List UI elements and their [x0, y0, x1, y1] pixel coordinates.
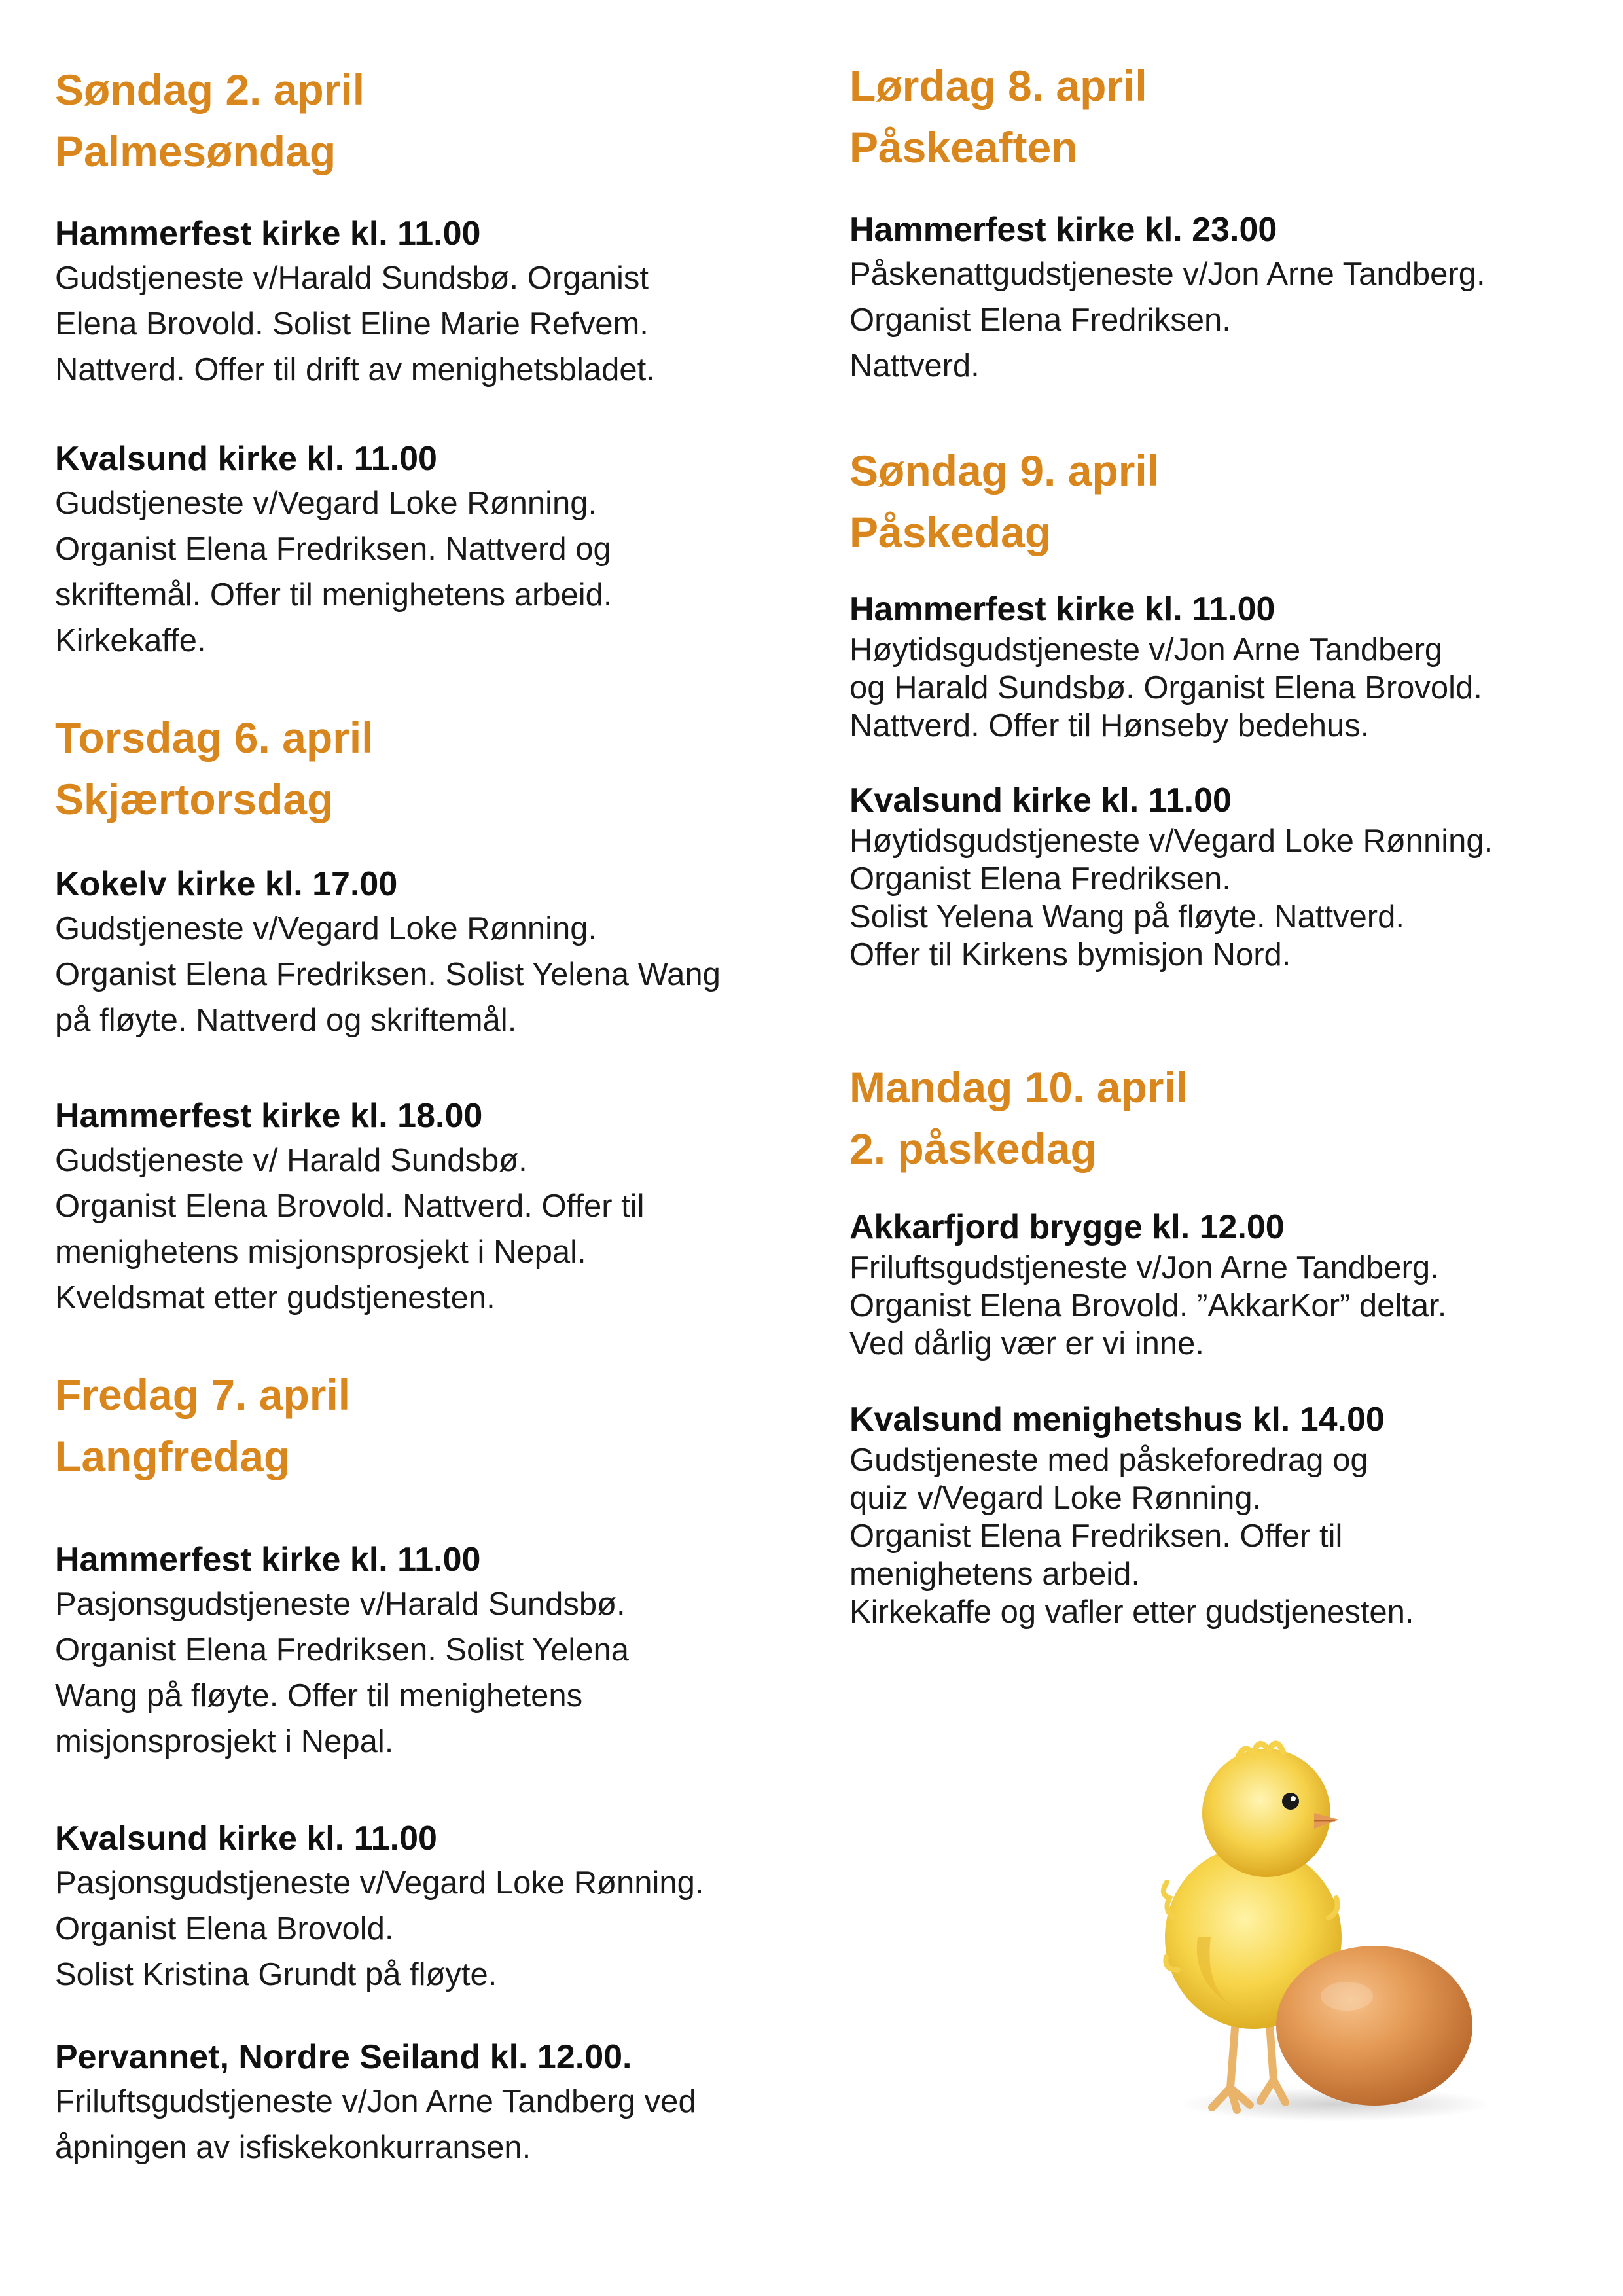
- desc-line: skriftemål. Offer til menighetens arbeid.: [55, 577, 613, 613]
- desc-line: Organist Elena Fredriksen.: [849, 302, 1231, 338]
- desc-line: Gudstjeneste v/Vegard Loke Rønning.: [55, 486, 597, 521]
- desc-line: Organist Elena Brovold.: [55, 1911, 394, 1946]
- service-description: [55, 906, 721, 1043]
- day-heading: [55, 59, 365, 182]
- desc-line: Gudstjeneste v/Vegard Loke Rønning.: [55, 911, 597, 946]
- service-description: [55, 255, 655, 393]
- service-place-time: Hammerfest kirke kl. 11.00: [849, 590, 1275, 628]
- desc-line: menighetens arbeid.: [849, 1556, 1141, 1592]
- service-description: [55, 1581, 629, 1765]
- service-place-time: Hammerfest kirke kl. 23.00: [849, 211, 1277, 249]
- service-description: [55, 1138, 645, 1321]
- service-place-time: Pervannet, Nordre Seiland kl. 12.00.: [55, 2038, 632, 2076]
- service-description: [849, 251, 1486, 389]
- service-entry: [849, 208, 1486, 389]
- desc-line: menighetens misjonsprosjekt i Nepal.: [55, 1234, 586, 1270]
- day-heading: [849, 55, 1147, 178]
- desc-line: Offer til Kirkens bymisjon Nord.: [849, 937, 1291, 973]
- desc-line: Solist Kristina Grundt på fløyte.: [55, 1957, 497, 1992]
- service-description: [55, 2079, 696, 2170]
- desc-line: Gudstjeneste v/Harald Sundsbø. Organist: [55, 260, 649, 296]
- desc-line: Organist Elena Fredriksen. Solist Yelena: [55, 1632, 630, 1668]
- service-place-time: Kvalsund kirke kl. 11.00: [55, 1820, 437, 1857]
- desc-line: Wang på fløyte. Offer til menighetens: [55, 1678, 583, 1713]
- desc-line: Gudstjeneste v/ Harald Sundsbø.: [55, 1143, 527, 1178]
- service-description: [55, 1860, 704, 1998]
- chick-and-egg-icon: [1139, 1721, 1505, 2127]
- desc-line: Pasjonsgudstjeneste v/Vegard Loke Rønning.: [55, 1865, 704, 1901]
- desc-line: Kirkekaffe og vafler etter gudstjenesten.: [849, 1594, 1414, 1630]
- day-date: Mandag 10. april: [849, 1063, 1188, 1111]
- day-holiday: Skjærtorsdag: [55, 775, 334, 823]
- day-date: Søndag 2. april: [55, 65, 365, 114]
- service-place-time: Kvalsund kirke kl. 11.00: [849, 781, 1232, 819]
- desc-line: Pasjonsgudstjeneste v/Harald Sundsbø.: [55, 1587, 626, 1622]
- service-place-time: Hammerfest kirke kl. 18.00: [55, 1097, 483, 1135]
- service-place-time: Hammerfest kirke kl. 11.00: [55, 1541, 481, 1579]
- service-entry: [55, 437, 613, 664]
- day-date: Torsdag 6. april: [55, 713, 374, 762]
- day-heading: [55, 1364, 350, 1487]
- day-holiday: 2. påskedag: [849, 1124, 1097, 1173]
- desc-line: Nattverd. Offer til drift av menighetsbladet.: [55, 352, 655, 387]
- service-description: [849, 1441, 1414, 1631]
- desc-line: Nattverd.: [849, 348, 980, 384]
- day-heading: [55, 707, 374, 830]
- desc-line: misjonsprosjekt i Nepal.: [55, 1724, 394, 1759]
- desc-line: Solist Yelena Wang på fløyte. Nattverd.: [849, 899, 1404, 935]
- desc-line: Organist Elena Brovold. ”AkkarKor” deltar.: [849, 1288, 1447, 1323]
- day-heading: [849, 1056, 1188, 1179]
- desc-line: Kveldsmat etter gudstjenesten.: [55, 1280, 495, 1316]
- desc-line: Friluftsgudstjeneste v/Jon Arne Tandberg ved: [55, 2084, 696, 2119]
- service-entry: [849, 779, 1493, 974]
- day-holiday: Påskedag: [849, 508, 1052, 556]
- service-place-time: Kvalsund menighetshus kl. 14.00: [849, 1401, 1385, 1439]
- service-description: [849, 631, 1482, 745]
- service-entry: [55, 2036, 696, 2170]
- desc-line: Organist Elena Brovold. Nattverd. Offer til: [55, 1189, 645, 1224]
- service-entry: [55, 863, 721, 1043]
- service-entry: [55, 1094, 645, 1321]
- desc-line: Elena Brovold. Solist Eline Marie Refvem.: [55, 306, 649, 342]
- desc-line: Nattverd. Offer til Hønseby bedehus.: [849, 708, 1370, 744]
- desc-line: Kirkekaffe.: [55, 623, 206, 658]
- service-entry: [55, 212, 655, 393]
- desc-line: quiz v/Vegard Loke Rønning.: [849, 1480, 1262, 1516]
- desc-line: Organist Elena Fredriksen. Solist Yelena Wang: [55, 957, 721, 992]
- service-place-time: Akkarfjord brygge kl. 12.00: [849, 1208, 1285, 1246]
- service-entry: [849, 1206, 1446, 1363]
- day-date: Lørdag 8. april: [849, 62, 1147, 110]
- desc-line: åpningen av isfiskekonkurransen.: [55, 2130, 531, 2165]
- service-entry: [55, 1538, 629, 1765]
- desc-line: og Harald Sundsbø. Organist Elena Brovold.: [849, 670, 1482, 706]
- day-heading: [849, 440, 1159, 563]
- desc-line: Organist Elena Fredriksen. Offer til: [849, 1518, 1343, 1554]
- service-place-time: Kvalsund kirke kl. 11.00: [55, 440, 437, 478]
- desc-line: Påskenattgudstjeneste v/Jon Arne Tandberg.: [849, 257, 1486, 292]
- service-description: [849, 822, 1493, 974]
- desc-line: Høytidsgudstjeneste v/Vegard Loke Rønning.: [849, 823, 1493, 859]
- desc-line: Organist Elena Fredriksen. Nattverd og: [55, 531, 611, 567]
- day-holiday: Påskeaften: [849, 123, 1078, 171]
- service-entry: [55, 1817, 704, 1998]
- service-place-time: Kokelv kirke kl. 17.00: [55, 865, 398, 903]
- desc-line: Høytidsgudstjeneste v/Jon Arne Tandberg: [849, 632, 1443, 668]
- service-entry: [849, 1398, 1414, 1631]
- day-date: Søndag 9. april: [849, 446, 1160, 495]
- service-description: [849, 1249, 1446, 1363]
- day-date: Fredag 7. april: [55, 1371, 351, 1419]
- desc-line: Gudstjeneste med påskeforedrag og: [849, 1443, 1368, 1478]
- desc-line: Friluftsgudstjeneste v/Jon Arne Tandberg.: [849, 1250, 1439, 1285]
- day-holiday: Palmesøndag: [55, 127, 336, 175]
- service-entry: [849, 588, 1482, 745]
- service-description: [55, 480, 613, 664]
- desc-line: på fløyte. Nattverd og skriftemål.: [55, 1003, 517, 1038]
- desc-line: Ved dårlig vær er vi inne.: [849, 1326, 1204, 1361]
- service-place-time: Hammerfest kirke kl. 11.00: [55, 215, 481, 253]
- desc-line: Organist Elena Fredriksen.: [849, 861, 1231, 897]
- day-holiday: Langfredag: [55, 1432, 291, 1480]
